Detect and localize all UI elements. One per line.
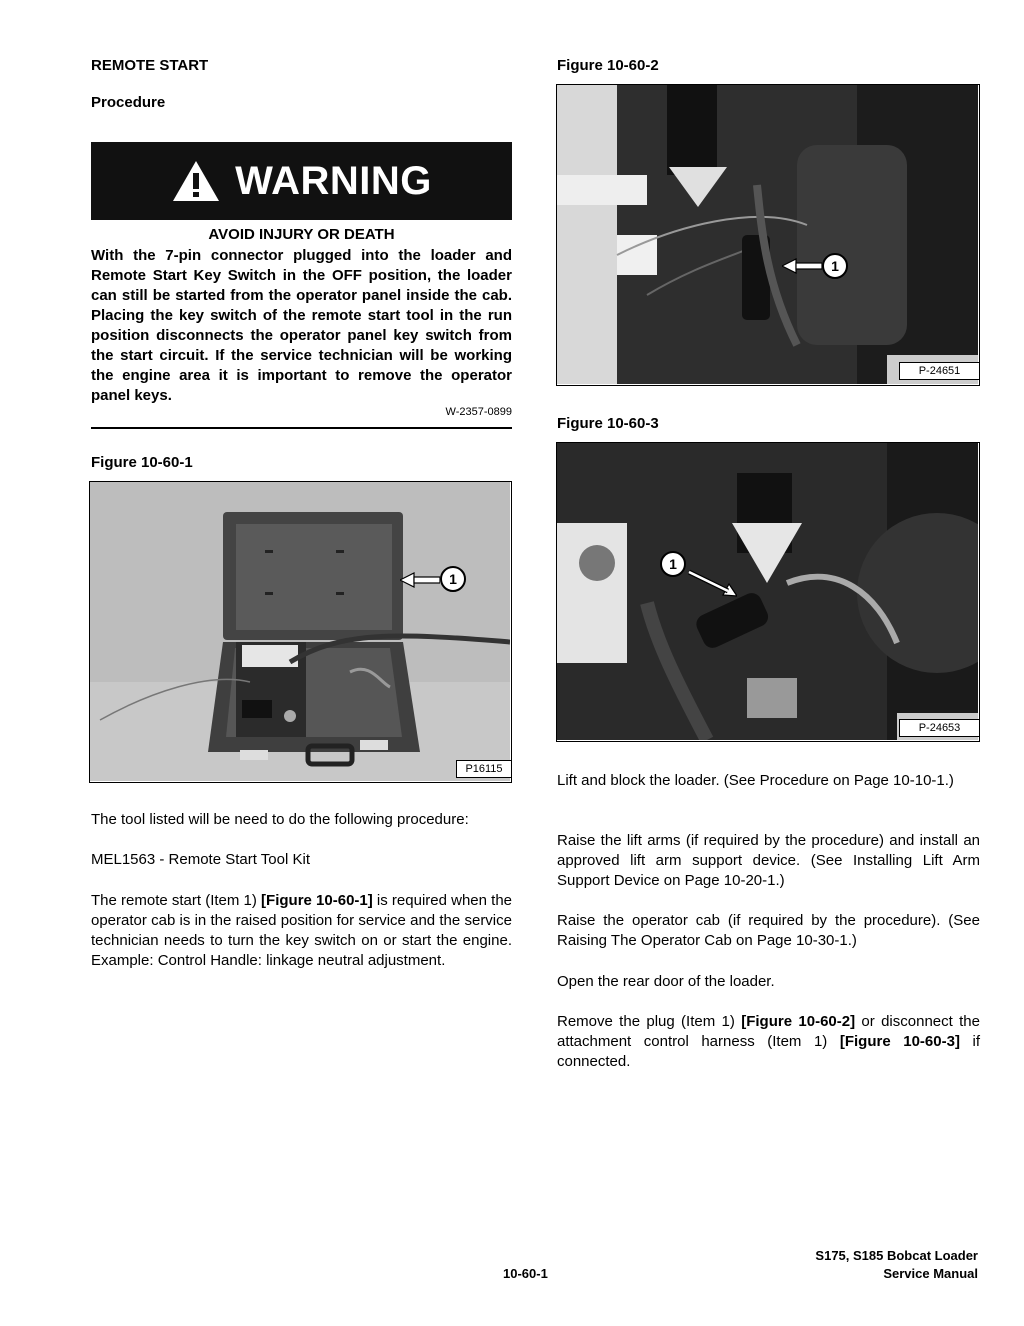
operator-cab-text: Raise the operator cab (if required by the procedure). (See Raising The Operator Cab on Page 10-30-1.) [557,912,980,949]
warning-subtitle: AVOID INJURY OR DEATH [208,226,395,243]
lift-block-text: Lift and block the loader. (See Procedure on Page 10-10-1.) [557,772,954,789]
warning-body: With the 7-pin connector plugged into the loader and Remote Start Key Switch in the OFF position, the loader can still be started from the operator panel inside the cab. Placing the key switch of the remote start tool in the run position disconnects the operator panel key switch from the start circuit. If the service technician will be working the engine area it is important to remove the operator panel keys. [91,247,512,404]
tool-kit-text: MEL1563 - Remote Start Tool Kit [91,851,310,868]
remote-start-paragraph: The remote start (Item 1) [Figure 10-60-1] is required when the operator cab is in the raised position for service and the service technician needs to turn the key switch on or start the engine. Example: Control Handle: linkage neutral adjustment. [91,892,512,969]
procedure-subtitle: Procedure [91,94,166,111]
callout-arrow-icon [782,258,822,274]
rear-door-text: Open the rear door of the loader. [557,973,775,990]
tool-intro-text: The tool listed will be need to do the following procedure: [91,811,469,828]
warning-banner [91,142,512,220]
photo-code: P-24651 [899,362,980,380]
figure-10-60-1-caption: Figure 10-60-1 [91,454,193,471]
figure-10-60-2-photo [556,84,980,386]
section-title: REMOTE START [91,57,209,74]
photo-code: P-24653 [899,719,980,737]
lift-arms-text: Raise the lift arms (if required by the procedure) and install an approved lift arm support device. (See Installing Lift Arm Support Device on Page 10-20-1.) [557,832,980,889]
figure-reference: [Figure 10-60-3] [839,1033,960,1050]
callout-1: 1 [440,566,466,592]
figure-10-60-1-photo [89,481,512,783]
callout-arrow-icon [400,572,440,588]
callout-1: 1 [660,551,686,577]
divider [91,427,512,429]
warning-title: WARNING [235,158,432,203]
photo-code: P16115 [456,760,512,778]
warning-code: W-2357-0899 [445,406,512,418]
manual-title: S175, S185 Bobcat Loader Service Manual [815,1248,978,1281]
callout-1: 1 [822,253,848,279]
page-number: 10-60-1 [503,1266,548,1281]
figure-reference: [Figure 10-60-2] [741,1013,856,1030]
figure-10-60-3-caption: Figure 10-60-3 [557,415,659,432]
remove-plug-text: Remove the plug (Item 1) [Figure 10-60-2] or disconnect the attachment control harness (Item 1) [Figure 10-60-3] if connected. [557,1013,981,1070]
callout-arrow-icon [685,568,737,598]
warning-triangle-icon [171,159,221,203]
figure-10-60-3-photo [556,442,980,742]
figure-reference: [Figure 10-60-1] [261,892,373,909]
figure-10-60-2-caption: Figure 10-60-2 [557,57,659,74]
